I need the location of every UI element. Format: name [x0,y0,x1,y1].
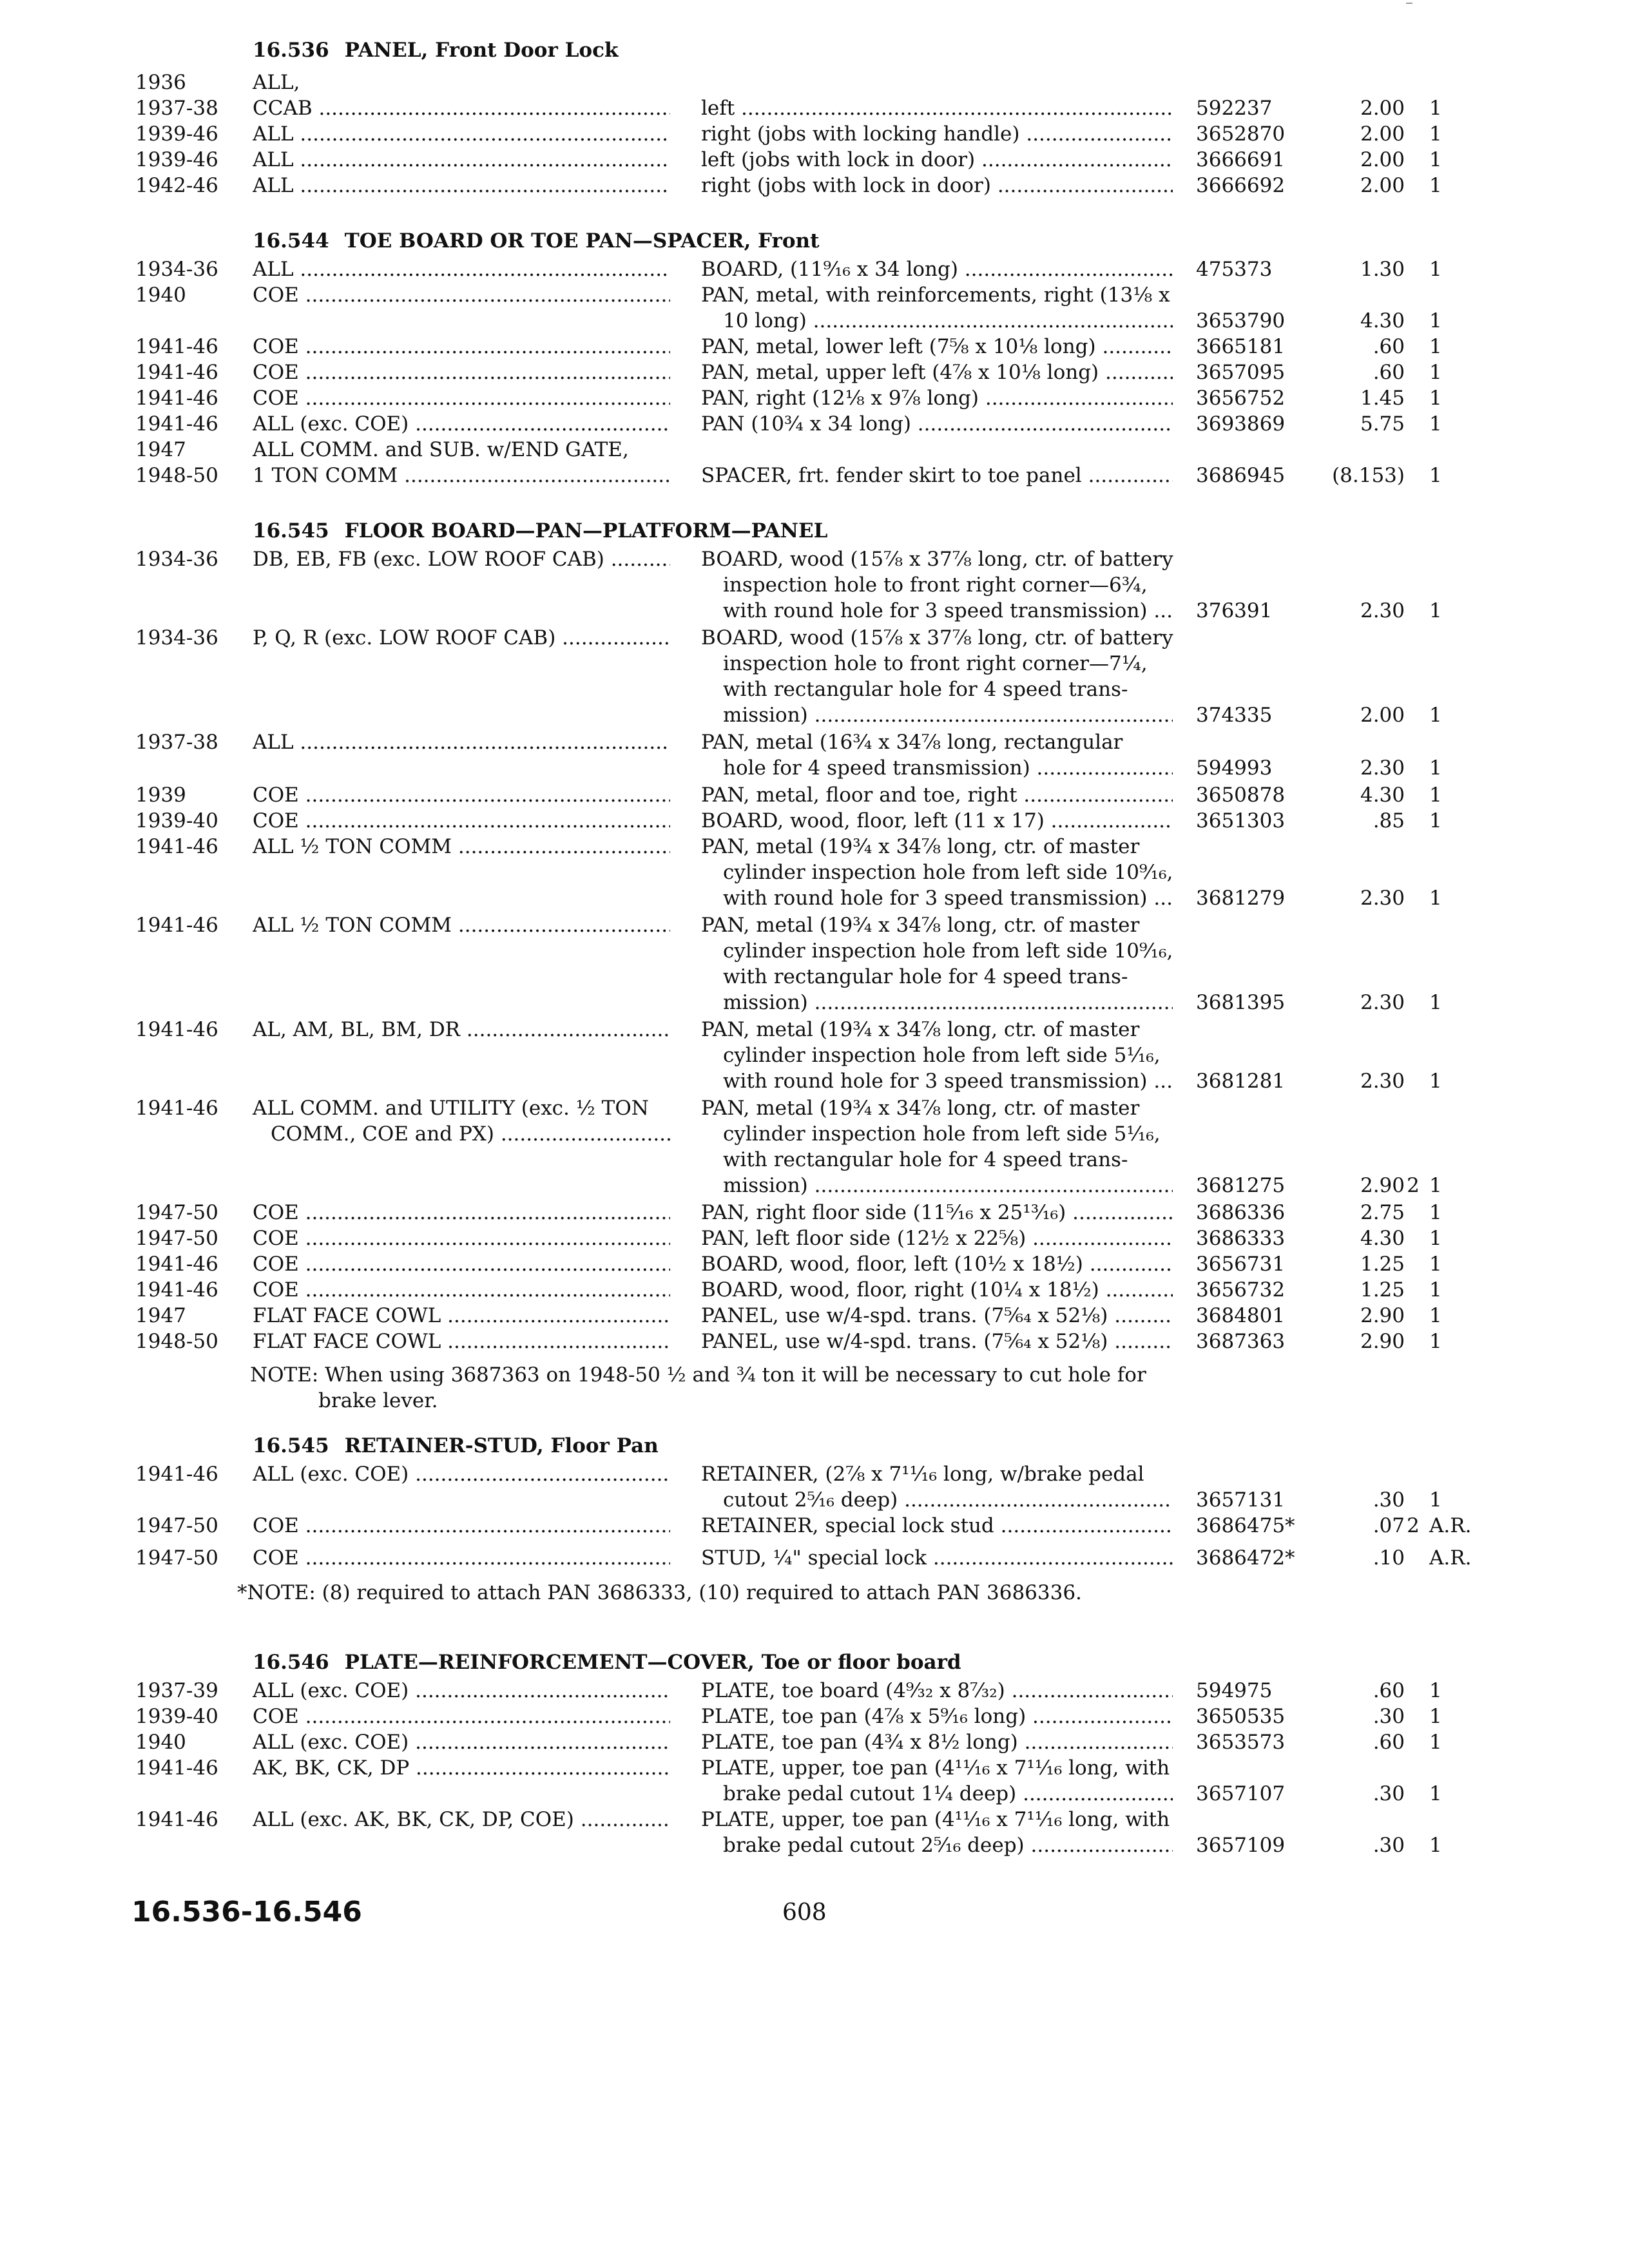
description-line: inspection hole to front right corner—7¼, [723,652,1148,675]
part-number-cell: 3681279 [1196,887,1286,910]
description-line: left (jobs with lock in door) ..... [701,147,1173,173]
part-number-cell: 3665181 [1196,335,1286,358]
description-line: PAN, right (12⅛ x 9⅞ long) ..... [701,385,1173,411]
year-cell: 1941-46 [135,1278,218,1302]
note-line: *NOTE: (8) required to attach PAN 3686333, (10) required to attach PAN 3686336. [237,1581,1082,1604]
parts-row [0,282,1629,332]
model-cell: COE ..... [253,385,670,411]
part-number-cell: 3656752 [1196,387,1286,410]
description-line: BOARD, wood, floor, left (11 x 17) ..... [701,808,1173,834]
section-number: 16.544 [253,229,329,253]
quantity-cell: 1 [1429,148,1442,171]
parts-row [0,437,1629,463]
quantity-cell: 1 [1429,258,1442,281]
year-cell: 1936 [135,71,186,94]
parts-row [0,1704,1629,1729]
model-cell: COE ..... [253,808,670,834]
description-line: mission) ..... [723,702,1173,728]
part-number-cell: 3656732 [1196,1278,1286,1302]
parts-row [0,360,1629,385]
price-cell: .07 [1373,1514,1405,1537]
year-cell: 1937-38 [135,97,218,120]
price-cell: 5.75 [1360,412,1405,436]
part-number-cell: 594975 [1196,1679,1273,1702]
model-cell: P, Q, R (exc. LOW ROOF CAB) ..... [253,625,670,651]
year-cell: 1941-46 [135,387,218,410]
description-line: PLATE, toe pan (4¾ x 8½ long) ..... [701,1729,1173,1755]
parts-row [0,625,1629,727]
description-line: right (jobs with locking handle) ..... [701,121,1173,147]
model-cell: CCAB ..... [253,95,670,121]
part-number-cell: 3686472* [1196,1546,1295,1570]
description-line: with round hole for 3 speed transmission) ..... [723,885,1173,911]
section-heading [253,229,819,253]
section-title: TOE BOARD OR TOE PAN—SPACER, Front [344,229,820,253]
year-cell: 1941-46 [135,1253,218,1276]
year-cell: 1939-46 [135,122,218,146]
description-line: mission) ..... [723,1173,1173,1198]
quantity-cell: 1 [1429,809,1442,832]
price-cell: 2.30 [1360,991,1405,1014]
year-cell: 1941-46 [135,335,218,358]
description-line: RETAINER, special lock stud ..... [701,1513,1173,1539]
parts-row [0,147,1629,173]
description-line: PAN, metal (19¾ x 34⅞ long, ctr. of master [701,835,1140,858]
scan-mark [1406,3,1412,4]
part-number-cell: 3650878 [1196,783,1286,807]
section-title: PLATE—REINFORCEMENT—COVER, Toe or floor board [344,1651,961,1674]
footer-section-range: 16.536-16.546 [131,1896,362,1928]
description-line: hole for 4 speed transmission) ..... [723,755,1173,781]
part-number-cell: 3657095 [1196,361,1286,384]
part-number-cell: 3666692 [1196,174,1286,197]
part-number-cell: 376391 [1196,599,1273,622]
model-cell: COE ..... [253,1704,670,1729]
part-number-cell: 3652870 [1196,122,1286,146]
parts-row [0,463,1629,488]
parts-row [0,173,1629,198]
price-cell: 2.30 [1360,1070,1405,1093]
year-cell: 1939 [135,783,186,807]
description-line: BOARD, wood, floor, left (10½ x 18½) ..... [701,1251,1173,1277]
year-cell: 1941-46 [135,914,218,937]
model-cell: ALL ..... [253,256,670,282]
model-cell: COE ..... [253,1200,670,1225]
section-number: 16.545 [253,1434,329,1457]
year-cell: 1934-36 [135,548,218,571]
quantity-cell: 1 [1429,756,1442,780]
description-line: PAN, metal (19¾ x 34⅞ long, ctr. of master [701,1097,1140,1120]
quantity-cell: 1 [1429,122,1442,146]
year-cell: 1941-46 [135,361,218,384]
section-title: FLOOR BOARD—PAN—PLATFORM—PANEL [344,519,828,543]
quantity-cell: 1 [1429,412,1442,436]
part-number-cell: 3657131 [1196,1488,1286,1512]
part-number-cell: 3657109 [1196,1834,1286,1857]
quantity-cell: 1 [1429,599,1442,622]
quantity-cell: A.R. [1429,1514,1472,1537]
model-cell: ALL (exc. COE) ..... [253,411,670,437]
quantity-cell: 1 [1429,387,1442,410]
year-cell: 1947 [135,1304,186,1327]
model-cell: FLAT FACE COWL ..... [253,1329,670,1354]
price-cell: 1.45 [1360,387,1405,410]
parts-row [0,334,1629,360]
note-line: brake lever. [318,1389,438,1412]
parts-row [0,1017,1629,1093]
description-line: PANEL, use w/4-spd. trans. (7⁵⁄₆₄ x 52⅛) ..... [701,1329,1173,1354]
quantity-cell: 1 [1429,1227,1442,1250]
description-line: PAN, metal, lower left (7⅝ x 10⅛ long) ..... [701,334,1173,360]
quantity-cell: 1 [1429,1174,1442,1197]
parts-row [0,1303,1629,1329]
quantity-cell: 1 [1429,1705,1442,1728]
year-cell: 1937-39 [135,1679,218,1702]
price-cell: 2.75 [1360,1201,1405,1224]
year-cell: 1947-50 [135,1227,218,1250]
page-number: 608 [782,1899,827,1926]
model-cell: ALL ..... [253,121,670,147]
description-line: with rectangular hole for 4 speed trans- [723,965,1128,988]
price-cell: 1.25 [1360,1253,1405,1276]
price-cell: 2.30 [1360,599,1405,622]
price-cell: 4.30 [1360,1227,1405,1250]
description-line: PAN, metal (16¾ x 34⅞ long, rectangular [701,731,1123,754]
part-number-cell: 374335 [1196,704,1273,727]
parts-row [0,70,1629,95]
part-number-cell: 594993 [1196,756,1273,780]
description-line: PLATE, toe pan (4⅞ x 5⁹⁄₁₆ long) ..... [701,1704,1173,1729]
year-cell: 1947-50 [135,1201,218,1224]
description-line: PLATE, upper, toe pan (4¹¹⁄₁₆ x 7¹¹⁄₁₆ long, with [701,1756,1170,1780]
parts-row [0,1225,1629,1251]
model-cell: ALL ..... [253,173,670,198]
quantity-cell: 1 [1429,783,1442,807]
year-cell: 1941-46 [135,1463,218,1486]
year-cell: 1939-40 [135,1705,218,1728]
description-line: PAN, metal (19¾ x 34⅞ long, ctr. of master [701,1018,1140,1041]
description-line: PAN, metal, floor and toe, right ..... [701,782,1173,808]
description-line: cylinder inspection hole from left side 10⁹⁄₁₆, [723,861,1173,884]
description-line: BOARD, wood, floor, right (10¼ x 18½) ..... [701,1277,1173,1303]
description-line: BOARD, wood (15⅞ x 37⅞ long, ctr. of battery [701,626,1173,649]
model-cell: AL, AM, BL, BM, DR ..... [253,1017,670,1043]
price-cell: (8.153) [1332,464,1405,487]
quantity-cell: 1 [1429,1834,1442,1857]
parts-row [0,1729,1629,1755]
model-cell: COE ..... [253,334,670,360]
quantity-cell: 1 [1429,361,1442,384]
price-cell: .60 [1373,1679,1405,1702]
model-cell: ALL (exc. COE) ..... [253,1729,670,1755]
price-cell: .30 [1373,1782,1405,1805]
quantity-cell: 1 [1429,887,1442,910]
description-line: with round hole for 3 speed transmission) ..... [723,1068,1173,1094]
section-heading [253,519,827,543]
parts-row [0,834,1629,910]
parts-row [0,95,1629,121]
model-cell-continued: COMM., COE and PX) ..... [271,1121,670,1147]
parts-row [0,1545,1629,1571]
part-number-cell: 3657107 [1196,1782,1286,1805]
section-heading [253,39,618,62]
description-line: PAN, right floor side (11⁵⁄₁₆ x 25¹³⁄₁₆) ..... [701,1200,1173,1225]
part-number-cell: 3656731 [1196,1253,1286,1276]
model-cell: FLAT FACE COWL ..... [253,1303,670,1329]
quantity-cell: 1 [1429,704,1442,727]
price-cell: .30 [1373,1705,1405,1728]
part-number-cell: 3693869 [1196,412,1286,436]
section-number: 16.546 [253,1651,329,1674]
price-cell: 2.90 [1360,1174,1405,1197]
year-cell: 1941-46 [135,412,218,436]
parts-row [0,411,1629,437]
note-line: NOTE: When using 3687363 on 1948-50 ½ and ¾ ton it will be necessary to cut hole for [250,1363,1146,1387]
model-cell: ALL ½ TON COMM ..... [253,834,670,860]
parts-row [0,808,1629,834]
description-line: cutout 2⁵⁄₁₆ deep) ..... [723,1487,1173,1513]
year-cell: 1940 [135,284,186,307]
parts-row [0,1678,1629,1704]
quantity-cell: 1 [1429,1070,1442,1093]
price-cell: 4.30 [1360,309,1405,332]
parts-row [0,1277,1629,1303]
part-number-cell: 3681281 [1196,1070,1286,1093]
quantity-cell: 1 [1429,1330,1442,1353]
part-number-cell: 3687363 [1196,1330,1286,1353]
model-cell: COE ..... [253,1251,670,1277]
parts-row [0,1329,1629,1354]
year-cell: 1947-50 [135,1546,218,1570]
description-line: inspection hole to front right corner—6¾, [723,573,1148,597]
quantity-cell: 1 [1429,1782,1442,1805]
description-line: brake pedal cutout 2⁵⁄₁₆ deep) ..... [723,1832,1173,1858]
parts-row [0,256,1629,282]
model-cell: DB, EB, FB (exc. LOW ROOF CAB) ..... [253,546,670,572]
model-cell: ALL (exc. COE) ..... [253,1678,670,1704]
description-line: RETAINER, (2⅞ x 7¹¹⁄₁₆ long, w/brake pedal [701,1463,1144,1486]
quantity-cell: 1 [1429,1488,1442,1512]
part-number-cell: 3681395 [1196,991,1286,1014]
price-cell: 2.00 [1360,704,1405,727]
price-cell: .60 [1373,1731,1405,1754]
quantity-cell: 1 [1429,1304,1442,1327]
description-line: brake pedal cutout 1¼ deep) ..... [723,1781,1173,1807]
model-cell: ALL, [253,71,300,94]
part-number-cell: 3686333 [1196,1227,1286,1250]
model-cell: COE ..... [253,282,670,308]
section-heading [253,1651,961,1674]
model-cell: COE ..... [253,1545,670,1571]
description-line: left ..... [701,95,1173,121]
description-line: PAN (10¾ x 34 long) ..... [701,411,1173,437]
year-cell: 1941-46 [135,1097,218,1120]
quantity-cell: A.R. [1429,1546,1472,1570]
model-cell: ALL COMM. and UTILITY (exc. ½ TON [253,1097,649,1120]
price-cell: .30 [1373,1488,1405,1512]
year-cell: 1948-50 [135,464,218,487]
model-cell: COE ..... [253,1277,670,1303]
year-cell: 1934-36 [135,626,218,649]
year-cell: 1939-40 [135,809,218,832]
description-line: with rectangular hole for 4 speed trans- [723,1148,1128,1171]
price-cell: 1.30 [1360,258,1405,281]
parts-row [0,385,1629,411]
price-cell: 1.25 [1360,1278,1405,1302]
price-cell: .85 [1373,809,1405,832]
description-line: with round hole for 3 speed transmission) ..... [723,598,1173,624]
section-heading [253,1434,659,1457]
model-cell: COE ..... [253,360,670,385]
description-line: cylinder inspection hole from left side 5¹⁄₁₆, [723,1122,1161,1146]
part-number-cell: 475373 [1196,258,1273,281]
part-number-cell: 3684801 [1196,1304,1286,1327]
model-cell: COE ..... [253,1513,670,1539]
price-cell: .30 [1373,1834,1405,1857]
parts-row [0,729,1629,780]
part-number-cell: 3653790 [1196,309,1286,332]
section-title: RETAINER-STUD, Floor Pan [344,1434,659,1457]
quantity-cell: 1 [1429,1201,1442,1224]
price-cell: .60 [1373,335,1405,358]
quantity-prefix-cell: 2 [1407,1514,1420,1537]
year-cell: 1940 [135,1731,186,1754]
price-cell: 2.00 [1360,148,1405,171]
year-cell: 1948-50 [135,1330,218,1353]
parts-row [0,1251,1629,1277]
model-cell: COE ..... [253,782,670,808]
year-cell: 1941-46 [135,1808,218,1831]
model-cell: ALL COMM. and SUB. w/END GATE, [253,438,629,461]
section-number: 16.545 [253,519,329,543]
parts-row [0,1755,1629,1805]
description-line: mission) ..... [723,990,1173,1015]
year-cell: 1941-46 [135,1018,218,1041]
quantity-cell: 1 [1429,335,1442,358]
parts-row [0,1461,1629,1512]
price-cell: .60 [1373,361,1405,384]
description-line: PAN, metal, upper left (4⅞ x 10⅛ long) ..... [701,360,1173,385]
quantity-cell: 1 [1429,1278,1442,1302]
parts-row [0,1513,1629,1539]
quantity-cell: 1 [1429,991,1442,1014]
quantity-cell: 1 [1429,309,1442,332]
year-cell: 1941-46 [135,1756,218,1780]
part-number-cell: 3686945 [1196,464,1286,487]
part-number-cell: 3666691 [1196,148,1286,171]
description-line: PAN, left floor side (12½ x 22⅝) ..... [701,1225,1173,1251]
quantity-cell: 1 [1429,97,1442,120]
model-cell: ALL ..... [253,729,670,755]
part-number-cell: 3650535 [1196,1705,1286,1728]
quantity-cell: 1 [1429,464,1442,487]
price-cell: 2.00 [1360,122,1405,146]
description-line: STUD, ¼" special lock ..... [701,1545,1173,1571]
model-cell: ALL ½ TON COMM ..... [253,912,670,938]
parts-row [0,121,1629,147]
year-cell: 1947-50 [135,1514,218,1537]
description-line: cylinder inspection hole from left side 10⁹⁄₁₆, [723,939,1173,963]
description-line: PLATE, upper, toe pan (4¹¹⁄₁₆ x 7¹¹⁄₁₆ long, with [701,1808,1170,1831]
quantity-cell: 1 [1429,1679,1442,1702]
year-cell: 1937-38 [135,731,218,754]
description-line: BOARD, (11⁹⁄₁₆ x 34 long) ..... [701,256,1173,282]
part-number-cell: 3686336 [1196,1201,1286,1224]
year-cell: 1947 [135,438,186,461]
description-line: PAN, metal (19¾ x 34⅞ long, ctr. of master [701,914,1140,937]
part-number-cell: 3686475* [1196,1514,1295,1537]
description-line: 10 long) ..... [723,308,1173,334]
part-number-cell: 3681275 [1196,1174,1286,1197]
parts-row [0,912,1629,1014]
description-line: with rectangular hole for 4 speed trans- [723,678,1128,701]
parts-row [0,782,1629,808]
price-cell: .10 [1373,1546,1405,1570]
year-cell: 1934-36 [135,258,218,281]
part-number-cell: 3651303 [1196,809,1286,832]
description-line: BOARD, wood (15⅞ x 37⅞ long, ctr. of battery [701,548,1173,571]
description-line: PLATE, toe board (4⁹⁄₃₂ x 8⁷⁄₃₂) ..... [701,1678,1173,1704]
quantity-cell: 1 [1429,174,1442,197]
description-line: SPACER, frt. fender skirt to toe panel ..... [701,463,1173,488]
section-title: PANEL, Front Door Lock [344,39,619,62]
price-cell: 2.90 [1360,1304,1405,1327]
price-cell: 2.00 [1360,174,1405,197]
model-cell: ALL (exc. COE) ..... [253,1461,670,1487]
model-cell: COE ..... [253,1225,670,1251]
description-line: right (jobs with lock in door) ..... [701,173,1173,198]
year-cell: 1942-46 [135,174,218,197]
price-cell: 4.30 [1360,783,1405,807]
price-cell: 2.90 [1360,1330,1405,1353]
part-number-cell: 592237 [1196,97,1273,120]
description-line: cylinder inspection hole from left side 5¹⁄₁₆, [723,1044,1161,1067]
model-cell: 1 TON COMM ..... [253,463,670,488]
price-cell: 2.30 [1360,887,1405,910]
part-number-cell: 3653573 [1196,1731,1286,1754]
model-cell: ALL (exc. AK, BK, CK, DP, COE) ..... [253,1807,670,1832]
quantity-cell: 1 [1429,1253,1442,1276]
model-cell: ALL ..... [253,147,670,173]
quantity-prefix-cell: 2 [1407,1174,1420,1197]
description-line: PAN, metal, with reinforcements, right (13⅛ x [701,284,1170,307]
parts-row [0,1095,1629,1197]
parts-row [0,1807,1629,1857]
description-line: PANEL, use w/4-spd. trans. (7⁵⁄₆₄ x 52⅛) ..... [701,1303,1173,1329]
price-cell: 2.00 [1360,97,1405,120]
parts-row [0,546,1629,622]
price-cell: 2.30 [1360,756,1405,780]
section-number: 16.536 [253,39,329,62]
quantity-cell: 1 [1429,1731,1442,1754]
year-cell: 1941-46 [135,835,218,858]
model-cell: AK, BK, CK, DP ..... [253,1755,670,1781]
year-cell: 1939-46 [135,148,218,171]
parts-row [0,1200,1629,1225]
